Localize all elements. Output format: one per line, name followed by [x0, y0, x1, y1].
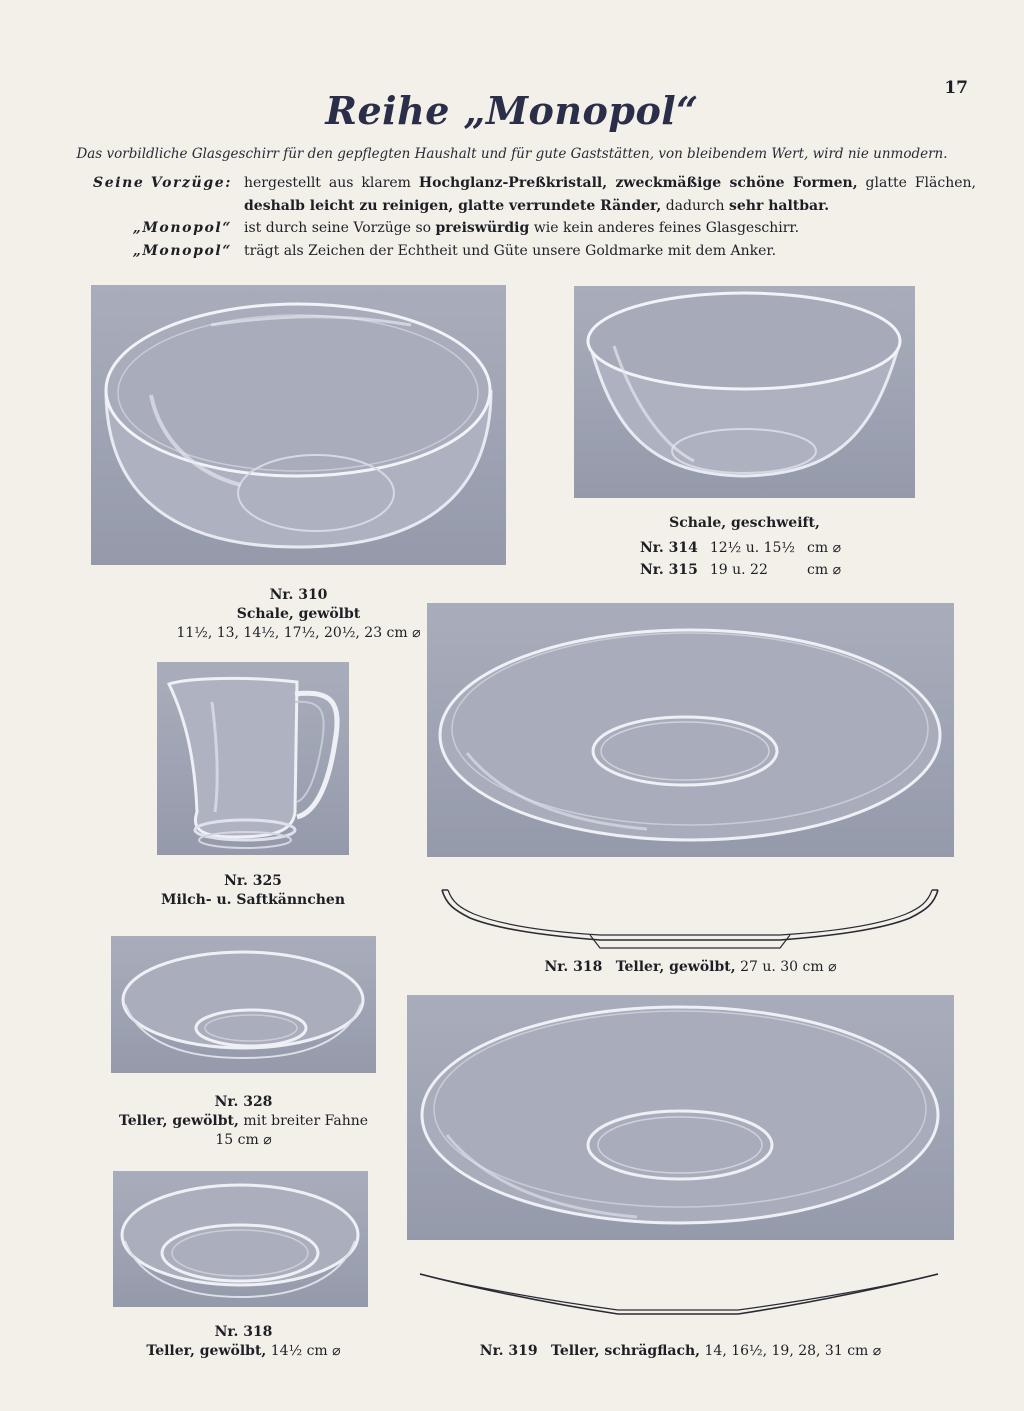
item-number: Nr. 318	[544, 959, 603, 975]
item-sizes: 27 u. 30 cm ⌀	[740, 959, 837, 975]
plate-profile-drawing-icon	[440, 884, 940, 950]
item-name-rest: mit breiter Fahne	[243, 1113, 369, 1129]
bowl-photo	[91, 285, 506, 565]
item-sizes: 11½, 13, 14½, 17½, 20½, 23 cm ⌀	[176, 625, 421, 641]
item-unit: cm ⌀	[807, 540, 841, 556]
spec-row	[640, 537, 847, 559]
item-number: Nr. 319	[479, 1343, 538, 1359]
item-name-line	[90, 1342, 397, 1361]
item-name: Milch- u. Saftkännchen	[160, 892, 346, 908]
feature-text: glatte Flächen,	[857, 175, 976, 191]
features-block	[76, 172, 976, 262]
features-row-3	[76, 240, 976, 263]
subtitle: Das vorbildliche Glasgeschirr für den gepflegten Haushalt und für gute Gaststätten, von bleibendem Wert, wird nie unmodern.	[76, 146, 948, 162]
monopol-label: „Monopol“	[132, 242, 232, 259]
saucer-photo	[113, 1171, 368, 1307]
features-label: Seine Vorzüge:	[93, 175, 232, 191]
spec-table-nr314-315	[640, 537, 847, 581]
item-sizes: 12½ u. 15½	[709, 540, 795, 556]
feature-bold: sehr haltbar.	[729, 197, 830, 214]
flared-bowl-photo-icon	[574, 286, 915, 498]
spec-row	[640, 559, 847, 581]
bowl-photo-icon	[91, 285, 506, 565]
item-number: Nr. 310	[269, 587, 328, 603]
feature-text: hergestellt aus klarem	[244, 175, 419, 191]
pitcher-photo	[157, 662, 349, 855]
features-text-1	[244, 172, 976, 217]
features-row-1	[76, 172, 976, 217]
large-plate-photo	[407, 995, 954, 1240]
item-name: Schale, gewölbt	[236, 606, 361, 622]
feature-text: wie kein anderes feines Glasgeschirr.	[529, 220, 800, 236]
caption-nr319	[407, 1342, 954, 1361]
item-name: Teller, schrägflach,	[551, 1343, 701, 1359]
item-name: Teller, gewölbt,	[615, 959, 736, 975]
features-text-2	[244, 217, 976, 240]
monopol-label: „Monopol“	[132, 220, 232, 236]
plate-photo	[111, 936, 376, 1073]
feature-bold: preiswürdig	[435, 220, 530, 236]
item-sizes: 14, 16½, 19, 28, 31 cm ⌀	[704, 1343, 882, 1359]
item-number: Nr. 318	[214, 1324, 273, 1340]
plate-profile-drawing-318	[440, 884, 940, 950]
item-number: Nr. 328	[214, 1094, 273, 1110]
caption-nr314-315	[574, 514, 915, 533]
item-number: Nr. 314	[640, 540, 698, 556]
plate-photo-icon	[111, 936, 376, 1073]
feature-text: ist durch seine Vorzüge so	[244, 220, 436, 236]
caption-nr318-large	[427, 958, 954, 977]
item-name: Schale, geschweift,	[669, 515, 820, 531]
features-row-2	[76, 217, 976, 240]
feature-bold: deshalb leicht zu reinigen, glatte verrundete Ränder,	[244, 197, 662, 214]
item-name: Teller, gewölbt,	[118, 1113, 239, 1129]
item-unit: cm ⌀	[807, 562, 841, 578]
item-number: Nr. 315	[640, 562, 698, 578]
saucer-photo-icon	[113, 1171, 368, 1307]
feature-bold: Hochglanz-Preßkristall, zweckmäßige schöne Formen,	[418, 175, 858, 191]
platter-photo	[427, 603, 954, 857]
flared-bowl-photo	[574, 286, 915, 498]
page-number: 17	[944, 78, 968, 98]
plate-profile-drawing-319	[418, 1270, 940, 1326]
page-title: Reihe „Monopol“	[325, 88, 699, 133]
item-sizes: 15 cm ⌀	[215, 1132, 272, 1148]
platter-photo-icon	[427, 603, 954, 857]
caption-nr328	[90, 1093, 397, 1150]
item-name: Teller, gewölbt,	[146, 1343, 267, 1359]
caption-nr318-small	[90, 1323, 397, 1361]
feature-text: dadurch	[661, 197, 729, 214]
large-plate-photo-icon	[407, 995, 954, 1240]
item-name-line	[90, 1112, 397, 1131]
pitcher-photo-icon	[157, 662, 349, 855]
item-number: Nr. 325	[224, 873, 282, 889]
features-text-3: trägt als Zeichen der Echtheit und Güte unsere Goldmarke mit dem Anker.	[244, 242, 777, 259]
item-sizes: 19 u. 22	[709, 562, 768, 578]
item-sizes: 14½ cm ⌀	[270, 1343, 341, 1359]
plate-profile-drawing-icon	[418, 1270, 940, 1326]
caption-nr325	[120, 872, 386, 910]
